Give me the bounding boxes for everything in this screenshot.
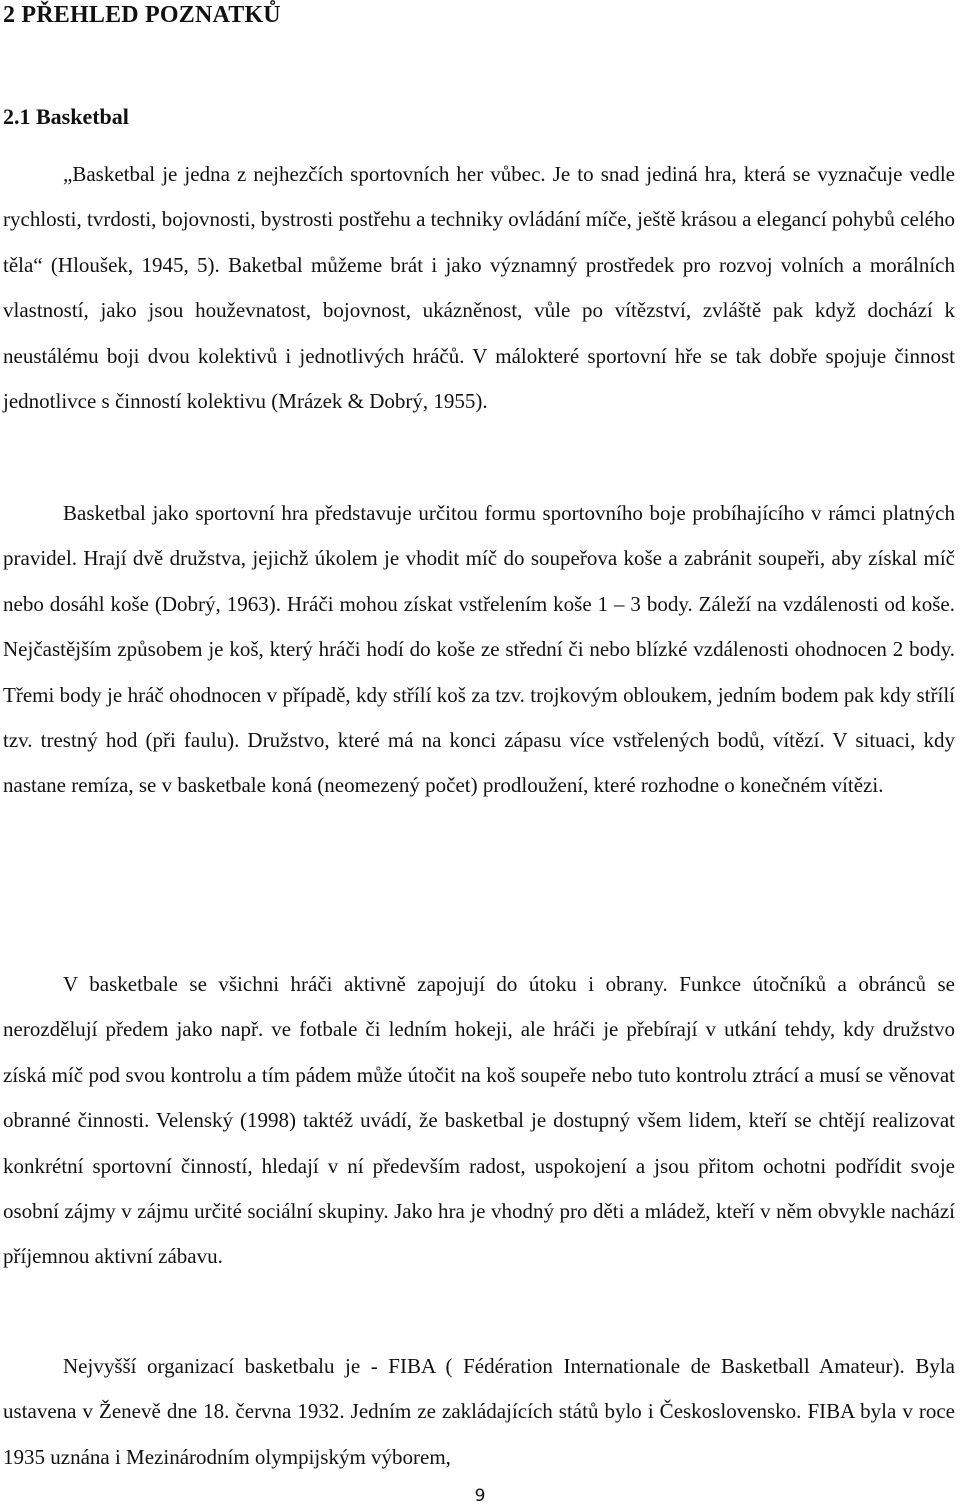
paragraph-2: Basketbal jako sportovní hra představuje určitou formu sportovního boje probíhajícího v rámci platných pravidel. Hrají dvě družstva, jejichž úkolem je vhodit míč do soupeřova koše a zabránit soupeři, aby získal míč nebo dosáhl koše (Dobrý, 1963). Hráči mohou získat vstřelením koše 1 – 3 body. Záleží na vzdálenosti od koše. Nejčastějším způsobem je koš, který hráči hodí do koše ze střední či nebo blízké vzdálenosti ohodnocen 2 body. Třemi body je hráč ohodnocen v případě, kdy střílí koš za tzv. trojkovým obloukem, jedním bodem pak kdy střílí tzv. trestný hod (při faulu). Družstvo, které má na konci zápasu více vstřelených bodů, vítězí. V situaci, kdy nastane remíza, se v basketbale koná (neomezený počet) prodloužení, které rozhodne o konečném vítězi. xyxy=(3,501,955,798)
paragraph-3: V basketbale se všichni hráči aktivně zapojují do útoku i obrany. Funkce útočníků a obránců se nerozdělují předem jako např. ve fotbale či ledním hokeji, ale hráči je přebírají v utkání tehdy, kdy družstvo získá míč pod svou kontrolu a tím pádem může útočit na koš soupeře nebo tuto kontrolu ztrácí a musí se věnovat obranné činnosti. Velenský (1998) taktéž uvádí, že basketbal je dostupný všem lidem, kteří se chtějí realizovat konkrétní sportovní činností, hledají v ní především radost, uspokojení a jsou přitom ochotni podřídit svoje osobní zájmy v zájmu určité sociální skupiny. Jako hra je vhodný pro děti a mládež, kteří v něm obvykle nachází příjemnou aktivní zábavu. xyxy=(3,972,955,1269)
page-number: 9 xyxy=(474,1486,486,1506)
paragraph-4: Nejvyšší organizací basketbalu je - FIBA ( Fédération Internationale de Basketball Amateur). Byla ustavena v Ženevě dne 18. června 1932. Jedním ze zakládajících států bylo i Československo. FIBA byla v roce 1935 uznána i Mezinárodním olympijským výborem, xyxy=(3,1354,955,1469)
chapter-heading: 2 PŘEHLED POZNATKŮ xyxy=(3,2,281,28)
section-heading: 2.1 Basketbal xyxy=(3,104,129,129)
paragraph-1: „Basketbal je jedna z nejhezčích sportovních her vůbec. Je to snad jediná hra, která se vyznačuje vedle rychlosti, tvrdosti, bojovnosti, bystrosti postřehu a techniky ovládání míče, ještě krásou a elegancí pohybů celého těla“ (Hloušek, 1945, 5). Baketbal můžeme brát i jako významný prostředek pro rozvoj volních a morálních vlastností, jako jsou houževnatost, bojovnost, ukázněnost, vůle po vítězství, zvláště pak když dochází k neustálému boji dvou kolektivů i jednotlivých hráčů. V málokteré sportovní hře se tak dobře spojuje činnost jednotlivce s činností kolektivu (Mrázek & Dobrý, 1955). xyxy=(3,162,955,414)
